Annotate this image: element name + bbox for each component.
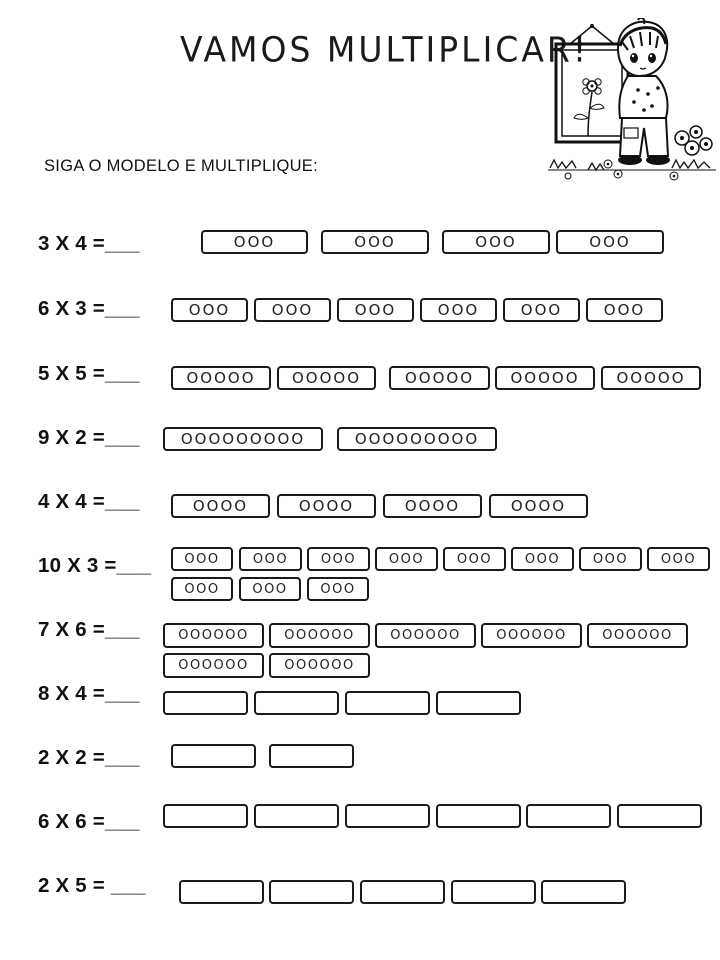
group-box: OOO [171, 547, 233, 571]
group-box: OOOOOO [375, 623, 476, 648]
group-box: OOOOOOOOO [163, 427, 323, 451]
equation-2: 6 X 3 =___ [38, 297, 140, 320]
group-box: OOO [420, 298, 497, 322]
group-box: OOO [307, 577, 369, 601]
group-box: OOO [171, 577, 233, 601]
group-box: OOO [239, 577, 301, 601]
group-box: OOO [254, 298, 331, 322]
group-box: OOO [579, 547, 642, 571]
worksheet-title: VAMOS MULTIPLICAR! [180, 29, 590, 70]
empty-group-box[interactable] [360, 880, 445, 904]
worksheet-instruction: SIGA O MODELO E MULTIPLIQUE: [44, 157, 318, 175]
group-box: OOO [442, 230, 550, 254]
equation-10: 6 X 6 =___ [38, 810, 140, 833]
empty-group-box[interactable] [163, 804, 248, 828]
group-box: OOO [586, 298, 663, 322]
group-box: OOOOO [495, 366, 595, 390]
group-box: OOO [321, 230, 429, 254]
group-box: OOO [503, 298, 580, 322]
group-box: OOO [511, 547, 574, 571]
equation-8: 8 X 4 =___ [38, 682, 140, 705]
group-box: OOO [171, 298, 248, 322]
empty-group-box[interactable] [254, 804, 339, 828]
group-box: OOOOO [171, 366, 271, 390]
group-box: OOOOOO [163, 623, 264, 648]
equation-5: 4 X 4 =___ [38, 490, 140, 513]
group-box: OOO [239, 547, 302, 571]
empty-group-box[interactable] [179, 880, 264, 904]
group-box: OOOOOO [269, 653, 370, 678]
group-box: OOOOOO [481, 623, 582, 648]
equation-7: 7 X 6 =___ [38, 618, 140, 641]
group-box: OOOO [383, 494, 482, 518]
group-box: OOO [307, 547, 370, 571]
empty-group-box[interactable] [617, 804, 702, 828]
empty-group-box[interactable] [171, 744, 256, 768]
group-box: OOO [647, 547, 710, 571]
empty-group-box[interactable] [269, 880, 354, 904]
group-box: OOO [337, 298, 414, 322]
equation-11: 2 X 5 = ___ [38, 874, 146, 897]
group-box: OOOOOO [163, 653, 264, 678]
equation-1: 3 X 4 =___ [38, 232, 140, 255]
equation-6: 10 X 3 =___ [38, 554, 152, 577]
group-box: OOO [201, 230, 308, 254]
group-box: OOOO [277, 494, 376, 518]
boy-with-picture-frame-and-flowers-icon [548, 18, 716, 182]
group-box: OOO [375, 547, 438, 571]
group-box: OOOOOO [587, 623, 688, 648]
group-box: OOOOOO [269, 623, 370, 648]
equation-9: 2 X 2 =___ [38, 746, 140, 769]
group-box: OOOOO [389, 366, 490, 390]
empty-group-box[interactable] [163, 691, 248, 715]
group-box: OOO [556, 230, 664, 254]
empty-group-box[interactable] [345, 804, 430, 828]
group-box: OOOO [171, 494, 270, 518]
empty-group-box[interactable] [436, 804, 521, 828]
group-box: OOOOOOOOO [337, 427, 497, 451]
group-box: OOOO [489, 494, 588, 518]
equation-3: 5 X 5 =___ [38, 362, 140, 385]
empty-group-box[interactable] [345, 691, 430, 715]
empty-group-box[interactable] [526, 804, 611, 828]
empty-group-box[interactable] [451, 880, 536, 904]
equation-4: 9 X 2 =___ [38, 426, 140, 449]
empty-group-box[interactable] [436, 691, 521, 715]
group-box: OOOOO [601, 366, 701, 390]
group-box: OOO [443, 547, 506, 571]
empty-group-box[interactable] [269, 744, 354, 768]
empty-group-box[interactable] [541, 880, 626, 904]
empty-group-box[interactable] [254, 691, 339, 715]
group-box: OOOOO [277, 366, 376, 390]
